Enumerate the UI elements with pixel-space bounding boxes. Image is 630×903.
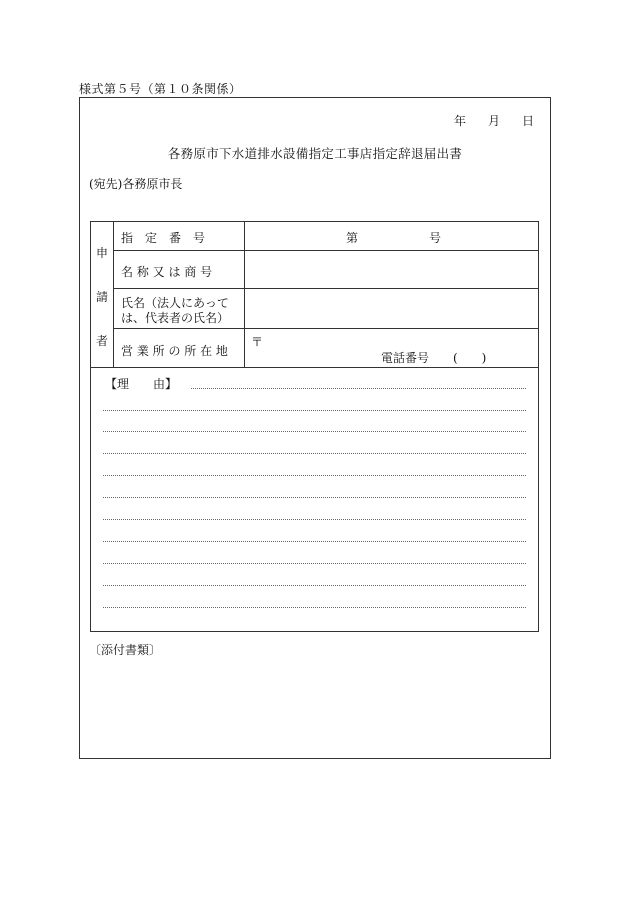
date-month-label: 月 [488,114,501,128]
reason-box [90,367,539,632]
designation-number-suffix: 号 [429,231,442,245]
trade-name-label: 名 称 又 は 商 号 [121,265,213,279]
document-title: 各務原市下水道排水設備指定工事店指定辞退届出書 [167,146,463,161]
attachments-label: 〔添付書類〕 [89,643,162,657]
designation-number-label: 指 定 番 号 [121,231,206,245]
office-address-label: 営 業 所 の 所 在 地 [121,344,228,358]
applicant-name-label-line2: は、代表者の氏名） [121,311,230,325]
phone-label: 電話番号 [381,351,430,365]
postal-mark: 〒 [251,335,264,349]
applicant-side-label-3: 者 [96,334,109,348]
applicant-name-label-line1: 氏名（法人にあって [121,296,229,310]
applicant-side-label-2: 請 [96,290,109,304]
reason-label: 【理 由】 [105,377,178,391]
designation-number-prefix: 第 [346,231,359,245]
applicant-table [90,221,539,368]
phone-parens: ( ) [453,351,487,365]
addressee: (宛先)各務原市長 [89,177,183,191]
form-number-label: 様式第５号（第１０条関係） [79,82,242,96]
date-day-label: 日 [522,114,535,128]
applicant-side-label-1: 申 [96,246,109,260]
date-year-label: 年 [454,114,467,128]
